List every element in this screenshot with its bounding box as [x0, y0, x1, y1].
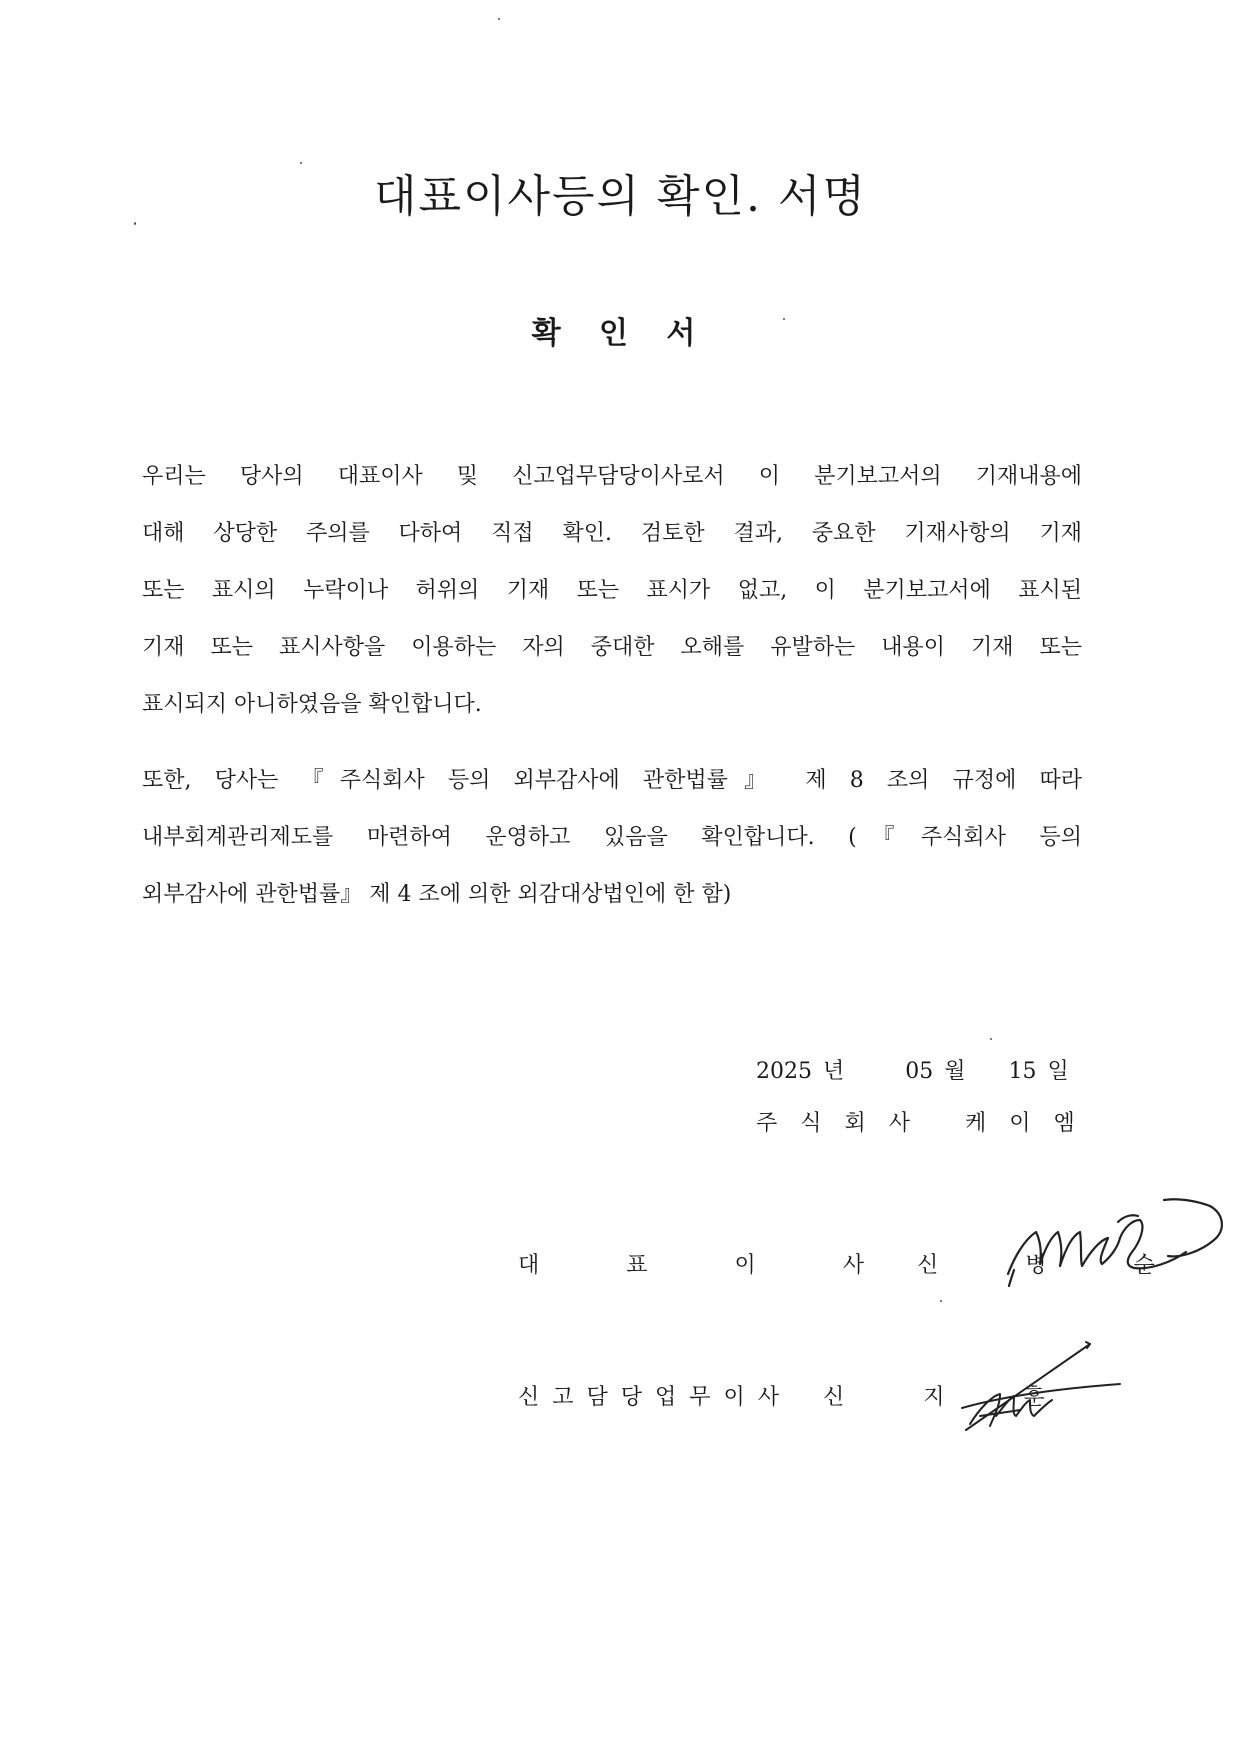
scan-speck [134, 222, 136, 225]
scan-speck [990, 1038, 992, 1040]
date-day: 15 [1008, 1059, 1037, 1084]
date-year: 2025 [756, 1059, 812, 1084]
reporting-officer-signature [960, 1336, 1130, 1436]
scan-speck [300, 162, 302, 164]
date-month-unit: 월 [944, 1059, 966, 1084]
internal-control-paragraph [142, 752, 1082, 923]
paragraph-line: 외부감사에 관한법률』 제 4 조에 의한 외감대상법인에 한 함) [142, 882, 732, 907]
date-day-unit: 일 [1047, 1059, 1069, 1084]
paragraph-line: 기재 또는 표시사항을 이용하는 자의 중대한 오해를 유발하는 내용이 기재 또는 [142, 635, 1082, 660]
scan-speck [498, 18, 500, 20]
date-year-unit: 년 [823, 1059, 845, 1084]
ceo-signature [1000, 1186, 1230, 1296]
date-month: 05 [905, 1059, 934, 1084]
confirmation-paragraph [142, 448, 1082, 733]
scan-speck [940, 1300, 942, 1302]
company-type: 주 식 회 사 [756, 1111, 918, 1136]
document-subtitle: 확 인 서 [531, 316, 710, 351]
signatory-title: 신고담당업무이사 [518, 1385, 793, 1410]
paragraph-line: 내부회계관리제도를 마련하여 운영하고 있음을 확인합니다. (『주식회사 등의 [142, 825, 1082, 850]
paragraph-line: 우리는 당사의 대표이사 및 신고업무담당이사로서 이 분기보고서의 기재내용에 [142, 464, 1082, 489]
paragraph-line: 표시되지 아니하였음을 확인합니다. [142, 692, 482, 717]
company-line [756, 1106, 1083, 1137]
signatory-name: 신 병 순 [917, 1253, 1195, 1278]
scan-speck [783, 318, 785, 320]
document-date [756, 1054, 1069, 1085]
paragraph-line: 대해 상당한 주의를 다하여 직접 확인. 검토한 결과, 중요한 기재사항의 기재 [142, 521, 1082, 546]
signatory-title: 대 표 이 사 [518, 1253, 904, 1278]
paragraph-line: 또한, 당사는 『주식회사 등의 외부감사에 관한법률』 제 8 조의 규정에 따라 [142, 768, 1082, 793]
company-name: 케 이 엠 [965, 1111, 1083, 1136]
signatory-name: 신 지 훈 [823, 1385, 1081, 1410]
paragraph-line: 또는 표시의 누락이나 허위의 기재 또는 표시가 없고, 이 분기보고서에 표시된 [142, 578, 1082, 603]
document-title: 대표이사등의 확인. 서명 [374, 171, 867, 222]
